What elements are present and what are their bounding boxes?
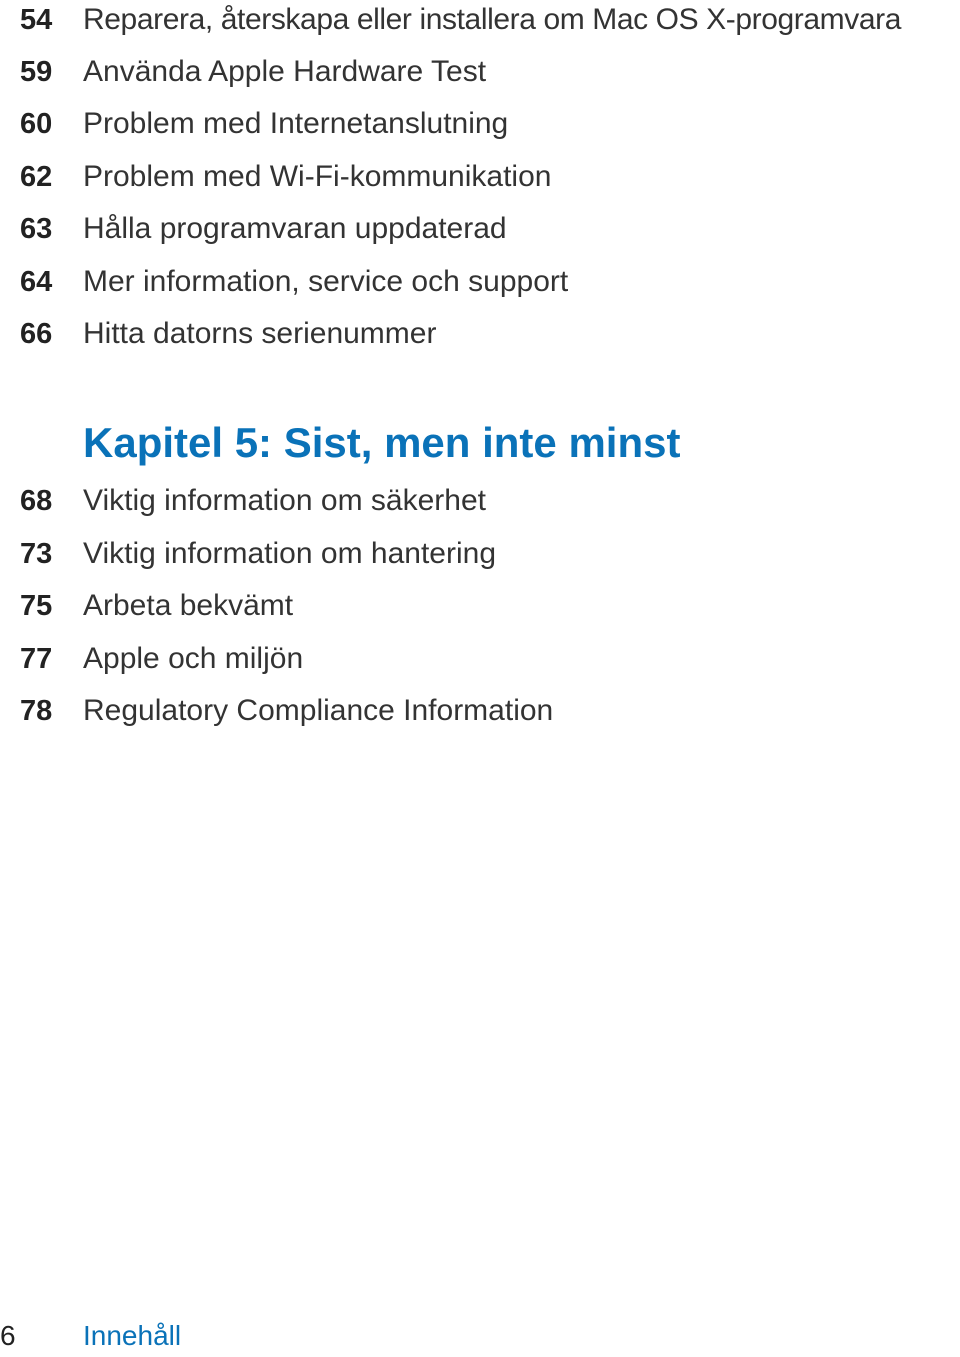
toc-entry[interactable] [0,0,960,40]
chapter-heading[interactable]: Kapitel 5: Sist, men inte minst [83,419,681,466]
toc-page-number: 60 [20,108,53,140]
toc-title: Hitta datorns serienummer [83,317,437,350]
toc-entry[interactable] [0,481,960,521]
toc-title: Reparera, återskapa eller installera om Mac OS X-programvara [83,3,902,36]
toc-entry[interactable] [0,314,960,354]
toc-entry[interactable] [0,586,960,626]
toc-page-number: 68 [20,485,53,517]
toc-title: Mer information, service och support [83,265,569,298]
toc-page-number: 59 [20,56,53,88]
footer-section-link[interactable]: Innehåll [83,1320,182,1351]
toc-page-number: 73 [20,538,53,570]
toc-page-number: 54 [20,4,53,36]
toc-page-number: 66 [20,318,53,350]
toc-title: Viktig information om säkerhet [83,484,486,517]
toc-entry[interactable] [0,639,960,679]
toc-title: Arbeta bekvämt [83,589,294,622]
footer-page-number: 6 [0,1320,16,1351]
toc-title: Apple och miljön [83,642,304,675]
toc-page-number: 75 [20,590,53,622]
toc-title: Hålla programvaran uppdaterad [83,212,507,245]
toc-entry[interactable] [0,104,960,144]
toc-title: Problem med Wi-Fi-kommunikation [83,160,552,193]
toc-title: Problem med Internetanslutning [83,107,509,140]
toc-entry[interactable] [0,262,960,302]
toc-page-number: 62 [20,161,53,193]
toc-page-number: 63 [20,213,53,245]
toc-page-number: 78 [20,695,53,727]
toc-title: Viktig information om hantering [83,537,496,570]
toc-entry[interactable] [0,691,960,731]
toc-entry[interactable] [0,209,960,249]
toc-entry[interactable] [0,52,960,92]
toc-title: Regulatory Compliance Information [83,694,554,727]
toc-entry[interactable] [0,157,960,197]
toc-title: Använda Apple Hardware Test [83,55,487,88]
toc-page-number: 64 [20,266,53,298]
toc-entry[interactable] [0,534,960,574]
toc-page-number: 77 [20,643,53,675]
